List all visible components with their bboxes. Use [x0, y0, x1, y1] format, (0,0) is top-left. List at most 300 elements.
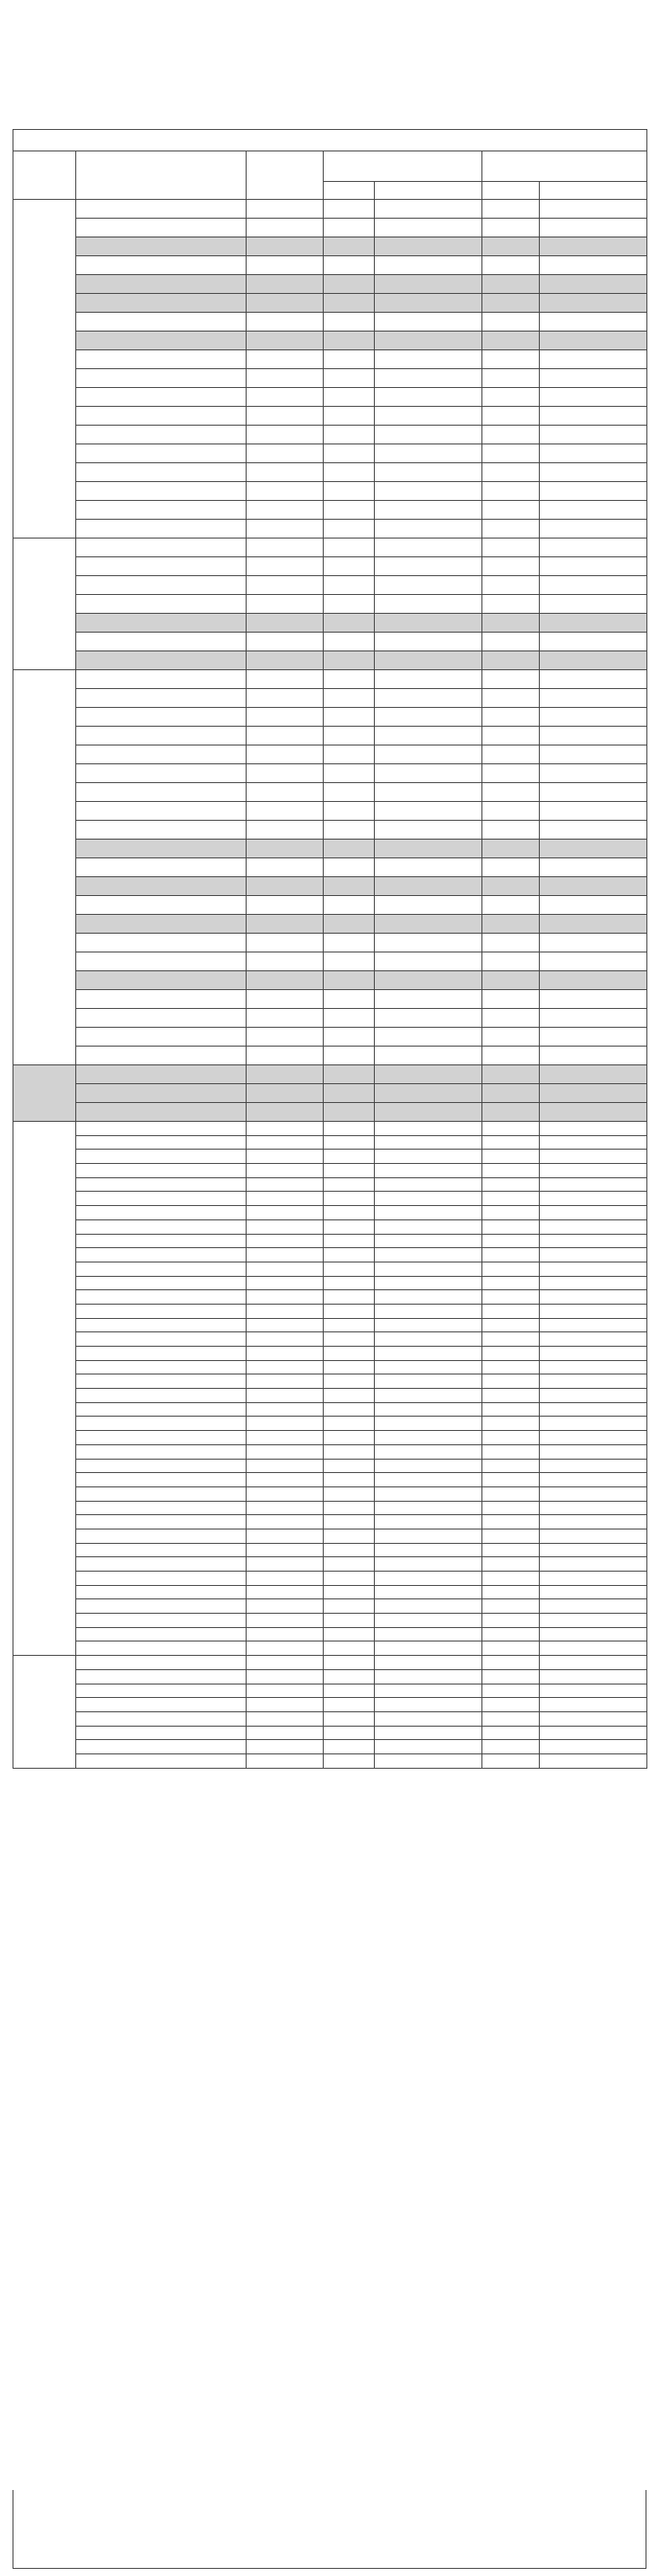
product-code	[247, 1669, 324, 1684]
margin-period-2	[540, 952, 647, 971]
margin-period-2	[540, 576, 647, 595]
product-name	[76, 840, 247, 858]
margin-period-2	[540, 1753, 647, 1768]
limit-period-2	[482, 1389, 540, 1403]
margin-period-2	[540, 877, 647, 896]
product-code	[247, 1557, 324, 1572]
product-code	[247, 463, 324, 482]
table-row	[13, 1669, 647, 1684]
margin-period-2	[540, 219, 647, 237]
margin-period-2	[540, 1290, 647, 1305]
margin-period-2	[540, 1084, 647, 1103]
product-name	[76, 1290, 247, 1305]
margin-period-1	[375, 1103, 482, 1122]
table-row	[13, 501, 647, 520]
table-row	[13, 388, 647, 407]
limit-period-1	[324, 990, 375, 1009]
limit-period-2	[482, 1177, 540, 1192]
margin-period-1	[375, 501, 482, 520]
limit-period-2	[482, 1444, 540, 1459]
product-name	[76, 1304, 247, 1318]
margin-period-2	[540, 1726, 647, 1740]
product-code	[247, 1304, 324, 1318]
product-name	[76, 520, 247, 538]
margin-period-2	[540, 294, 647, 313]
product-name	[76, 1135, 247, 1150]
margin-period-1	[375, 1417, 482, 1431]
table-row	[13, 1684, 647, 1698]
margin-period-2	[540, 1304, 647, 1318]
margin-period-2	[540, 463, 647, 482]
product-code	[247, 388, 324, 407]
limit-period-1	[324, 1486, 375, 1501]
limit-period-2	[482, 595, 540, 614]
limit-period-1	[324, 275, 375, 294]
limit-period-1	[324, 1515, 375, 1529]
exchange-cell	[13, 670, 76, 1065]
margin-period-2	[540, 840, 647, 858]
limit-period-2	[482, 332, 540, 350]
product-code	[247, 1585, 324, 1599]
product-code	[247, 633, 324, 651]
limit-period-2	[482, 1347, 540, 1361]
margin-period-2	[540, 369, 647, 388]
product-code	[247, 1084, 324, 1103]
margin-period-2	[540, 520, 647, 538]
margin-period-2	[540, 802, 647, 821]
limit-period-1	[324, 219, 375, 237]
margin-period-1	[375, 1347, 482, 1361]
table-row	[13, 1459, 647, 1473]
table-row	[13, 369, 647, 388]
product-code	[247, 538, 324, 557]
table-row	[13, 426, 647, 444]
product-code	[247, 708, 324, 727]
table-row	[13, 1486, 647, 1501]
table-title	[13, 130, 647, 151]
table-row	[13, 802, 647, 821]
margin-period-2	[540, 1065, 647, 1084]
limit-period-1	[324, 1318, 375, 1332]
table-row	[13, 1103, 647, 1122]
product-name	[76, 1360, 247, 1374]
limit-period-2	[482, 1219, 540, 1234]
limit-period-2	[482, 219, 540, 237]
product-code	[247, 840, 324, 858]
margin-period-2	[540, 1529, 647, 1543]
table-row	[13, 990, 647, 1009]
table-row	[13, 1047, 647, 1065]
limit-period-1	[324, 1740, 375, 1754]
margin-period-2	[540, 727, 647, 745]
limit-period-2	[482, 689, 540, 708]
margin-period-1	[375, 237, 482, 256]
table-row	[13, 1543, 647, 1557]
margin-period-1	[375, 1248, 482, 1262]
limit-period-1	[324, 1627, 375, 1641]
margin-period-2	[540, 1572, 647, 1586]
limit-period-2	[482, 1473, 540, 1487]
margin-period-2	[540, 1614, 647, 1628]
product-code	[247, 877, 324, 896]
product-code	[247, 1248, 324, 1262]
margin-period-1	[375, 1290, 482, 1305]
product-code	[247, 952, 324, 971]
product-name	[76, 313, 247, 332]
product-code	[247, 727, 324, 745]
table-row	[13, 1360, 647, 1374]
margin-period-2	[540, 783, 647, 802]
table-row	[13, 1234, 647, 1248]
table-row	[13, 1177, 647, 1192]
limit-period-1	[324, 858, 375, 877]
limit-period-1	[324, 1103, 375, 1122]
table-row	[13, 1262, 647, 1276]
table-row	[13, 1599, 647, 1614]
product-name	[76, 1515, 247, 1529]
limit-period-1	[324, 877, 375, 896]
margin-period-1	[375, 990, 482, 1009]
limit-period-2	[482, 482, 540, 501]
limit-period-1	[324, 670, 375, 689]
product-name	[76, 651, 247, 670]
limit-period-2	[482, 1234, 540, 1248]
header-product	[76, 151, 247, 200]
limit-period-2	[482, 1599, 540, 1614]
margin-period-2	[540, 482, 647, 501]
limit-period-2	[482, 1417, 540, 1431]
product-name	[76, 538, 247, 557]
limit-period-1	[324, 1164, 375, 1178]
margin-period-1	[375, 915, 482, 934]
table-row	[13, 1515, 647, 1529]
product-name	[76, 990, 247, 1009]
product-code	[247, 1276, 324, 1290]
limit-period-1	[324, 444, 375, 463]
table-row	[13, 1347, 647, 1361]
limit-period-2	[482, 858, 540, 877]
margin-period-1	[375, 200, 482, 219]
product-name	[76, 971, 247, 990]
product-name	[76, 1009, 247, 1028]
product-code	[247, 745, 324, 764]
product-code	[247, 501, 324, 520]
table-row	[13, 877, 647, 896]
product-code	[247, 1543, 324, 1557]
table-row	[13, 727, 647, 745]
limit-period-2	[482, 1206, 540, 1220]
margin-period-2	[540, 1318, 647, 1332]
table-row	[13, 237, 647, 256]
limit-period-2	[482, 426, 540, 444]
limit-period-1	[324, 1009, 375, 1028]
margin-period-1	[375, 1473, 482, 1487]
limit-period-2	[482, 802, 540, 821]
margin-period-2	[540, 1028, 647, 1047]
limit-period-2	[482, 501, 540, 520]
margin-period-1	[375, 1164, 482, 1178]
product-name	[76, 407, 247, 426]
margin-period-2	[540, 896, 647, 915]
product-code	[247, 689, 324, 708]
limit-period-2	[482, 237, 540, 256]
margin-period-2	[540, 501, 647, 520]
limit-period-2	[482, 1753, 540, 1768]
product-name	[76, 1641, 247, 1656]
product-name	[76, 1753, 247, 1768]
table-row	[13, 1290, 647, 1305]
limit-period-1	[324, 1459, 375, 1473]
product-name	[76, 1431, 247, 1445]
product-name	[76, 1234, 247, 1248]
product-code	[247, 219, 324, 237]
limit-period-1	[324, 1360, 375, 1374]
limit-period-2	[482, 764, 540, 783]
limit-period-1	[324, 614, 375, 633]
limit-period-1	[324, 482, 375, 501]
table-row	[13, 520, 647, 538]
product-name	[76, 764, 247, 783]
limit-period-2	[482, 1501, 540, 1515]
margin-period-2	[540, 1444, 647, 1459]
margin-period-2	[540, 633, 647, 651]
product-name	[76, 1740, 247, 1754]
table-row	[13, 576, 647, 595]
product-code	[247, 783, 324, 802]
product-name	[76, 1501, 247, 1515]
margin-period-1	[375, 1135, 482, 1150]
margin-period-2	[540, 1177, 647, 1192]
limit-period-1	[324, 369, 375, 388]
margin-period-1	[375, 1150, 482, 1164]
table-row	[13, 1135, 647, 1150]
product-code	[247, 1473, 324, 1487]
product-name	[76, 1219, 247, 1234]
limit-period-1	[324, 426, 375, 444]
margin-period-1	[375, 783, 482, 802]
product-code	[247, 275, 324, 294]
exchange-cell	[13, 200, 76, 538]
product-code	[247, 1641, 324, 1656]
product-code	[247, 1360, 324, 1374]
table-row	[13, 1698, 647, 1712]
margin-period-2	[540, 745, 647, 764]
limit-period-2	[482, 952, 540, 971]
limit-period-1	[324, 200, 375, 219]
product-code	[247, 1234, 324, 1248]
margin-period-1	[375, 1486, 482, 1501]
limit-period-1	[324, 294, 375, 313]
product-name	[76, 369, 247, 388]
limit-period-2	[482, 1028, 540, 1047]
margin-period-2	[540, 1711, 647, 1726]
product-code	[247, 1529, 324, 1543]
margin-period-2	[540, 1219, 647, 1234]
exchange-cell	[13, 1122, 76, 1656]
margin-period-1	[375, 1374, 482, 1389]
table-row	[13, 1122, 647, 1136]
product-name	[76, 1698, 247, 1712]
product-code	[247, 858, 324, 877]
limit-period-1	[324, 538, 375, 557]
product-code	[247, 426, 324, 444]
limit-period-1	[324, 708, 375, 727]
margin-period-1	[375, 708, 482, 727]
margin-period-1	[375, 896, 482, 915]
limit-period-2	[482, 407, 540, 426]
product-code	[247, 313, 324, 332]
margin-period-1	[375, 1614, 482, 1628]
margin-period-2	[540, 332, 647, 350]
product-code	[247, 1164, 324, 1178]
product-code	[247, 1402, 324, 1417]
limit-period-1	[324, 783, 375, 802]
table-row	[13, 1402, 647, 1417]
product-name	[76, 501, 247, 520]
margin-period-2	[540, 670, 647, 689]
table-row	[13, 821, 647, 840]
margin-period-1	[375, 1065, 482, 1084]
product-name	[76, 934, 247, 952]
product-code	[247, 256, 324, 275]
limit-period-1	[324, 896, 375, 915]
product-code	[247, 1192, 324, 1206]
limit-period-2	[482, 783, 540, 802]
margin-period-2	[540, 200, 647, 219]
limit-period-2	[482, 821, 540, 840]
margin-period-2	[540, 1332, 647, 1347]
margin-period-2	[540, 1669, 647, 1684]
table-row	[13, 1028, 647, 1047]
header-limit-1	[324, 182, 375, 200]
exchange-cell	[13, 1656, 76, 1769]
product-name	[76, 1084, 247, 1103]
product-name	[76, 1164, 247, 1178]
margin-period-2	[540, 1417, 647, 1431]
limit-period-2	[482, 1641, 540, 1656]
margin-period-1	[375, 934, 482, 952]
margin-period-1	[375, 1698, 482, 1712]
margin-period-2	[540, 256, 647, 275]
limit-period-1	[324, 1248, 375, 1262]
limit-period-2	[482, 200, 540, 219]
header-code	[247, 151, 324, 200]
table-row	[13, 1473, 647, 1487]
product-name	[76, 482, 247, 501]
product-code	[247, 1347, 324, 1361]
margin-period-1	[375, 1389, 482, 1403]
limit-period-2	[482, 1431, 540, 1445]
margin-period-1	[375, 614, 482, 633]
table-row	[13, 858, 647, 877]
table-row	[13, 915, 647, 934]
margin-period-1	[375, 1726, 482, 1740]
product-name	[76, 1684, 247, 1698]
product-name	[76, 237, 247, 256]
product-name	[76, 896, 247, 915]
limit-period-2	[482, 840, 540, 858]
table-row	[13, 1248, 647, 1262]
margin-period-2	[540, 407, 647, 426]
header-margin-2	[540, 182, 647, 200]
table-row	[13, 840, 647, 858]
product-code	[247, 1318, 324, 1332]
limit-period-1	[324, 1641, 375, 1656]
margin-period-2	[540, 1150, 647, 1164]
margin-period-2	[540, 614, 647, 633]
product-name	[76, 1402, 247, 1417]
margin-period-2	[540, 1599, 647, 1614]
margin-period-1	[375, 670, 482, 689]
limit-period-2	[482, 1374, 540, 1389]
product-code	[247, 332, 324, 350]
margin-period-2	[540, 313, 647, 332]
product-code	[247, 1726, 324, 1740]
table-row	[13, 1572, 647, 1586]
table-row	[13, 1389, 647, 1403]
margin-period-2	[540, 1627, 647, 1641]
margin-period-1	[375, 1557, 482, 1572]
product-name	[76, 388, 247, 407]
margin-period-2	[540, 1543, 647, 1557]
product-code	[247, 1332, 324, 1347]
product-code	[247, 670, 324, 689]
limit-period-1	[324, 1389, 375, 1403]
margin-period-1	[375, 219, 482, 237]
table-row	[13, 1641, 647, 1656]
product-name	[76, 1332, 247, 1347]
product-name	[76, 1726, 247, 1740]
limit-period-1	[324, 520, 375, 538]
margin-period-1	[375, 821, 482, 840]
margin-period-1	[375, 1122, 482, 1136]
product-code	[247, 1262, 324, 1276]
margin-period-1	[375, 1177, 482, 1192]
table-row	[13, 1417, 647, 1431]
product-name	[76, 1585, 247, 1599]
product-code	[247, 990, 324, 1009]
margin-period-2	[540, 350, 647, 369]
table-row	[13, 407, 647, 426]
limit-period-1	[324, 1135, 375, 1150]
product-name	[76, 1459, 247, 1473]
product-name	[76, 670, 247, 689]
margin-period-1	[375, 1515, 482, 1529]
product-name	[76, 1065, 247, 1084]
limit-period-2	[482, 1486, 540, 1501]
margin-period-1	[375, 1599, 482, 1614]
margin-period-2	[540, 1515, 647, 1529]
limit-period-2	[482, 1135, 540, 1150]
limit-period-2	[482, 275, 540, 294]
product-code	[247, 651, 324, 670]
limit-period-2	[482, 1332, 540, 1347]
margin-period-2	[540, 1276, 647, 1290]
margin-period-1	[375, 1529, 482, 1543]
table-row	[13, 896, 647, 915]
table-row	[13, 275, 647, 294]
limit-period-2	[482, 745, 540, 764]
limit-period-2	[482, 557, 540, 576]
product-code	[247, 896, 324, 915]
product-code	[247, 1103, 324, 1122]
limit-period-1	[324, 1122, 375, 1136]
margin-period-2	[540, 557, 647, 576]
margin-period-2	[540, 708, 647, 727]
limit-period-1	[324, 332, 375, 350]
table-row	[13, 1557, 647, 1572]
margin-period-1	[375, 538, 482, 557]
